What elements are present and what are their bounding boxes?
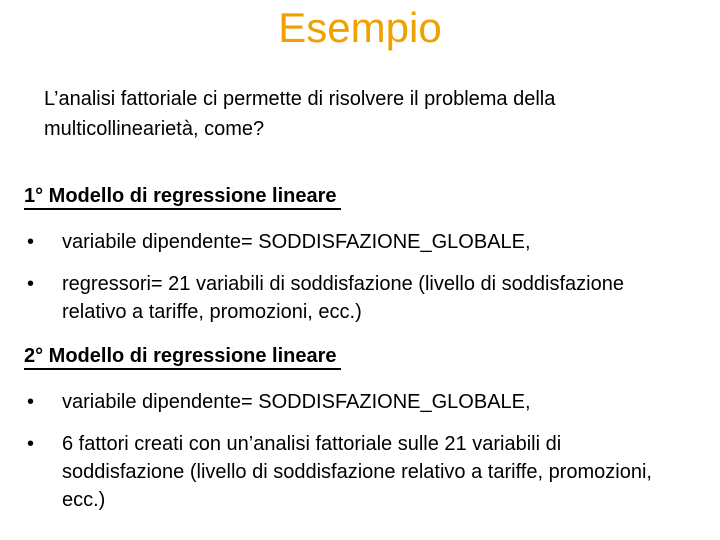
bullet-icon: • xyxy=(27,273,35,295)
bullet-item xyxy=(0,388,720,416)
bullet-text: 6 fattori creati con un’analisi fattoriale sulle 21 variabili di soddisfazione (livello di soddisfazione relativo a tariffe, promozioni, ecc.) xyxy=(62,433,652,511)
section-1-heading: 1° Modello di regressione lineare xyxy=(24,184,341,210)
section-2-heading: 2° Modello di regressione lineare xyxy=(24,344,341,370)
bullet-text: regressori= 21 variabili di soddisfazione (livello di soddisfazione relativo a tariffe, promozioni, ecc.) xyxy=(62,273,624,323)
bullet-icon: • xyxy=(27,433,35,455)
slide-title: Esempio xyxy=(278,4,442,51)
section-1-bullet-list xyxy=(0,228,720,340)
intro-text: L’analisi fattoriale ci permette di risolvere il problema della multicollinearietà, come? xyxy=(44,88,556,140)
bullet-item xyxy=(0,228,720,256)
bullet-item xyxy=(0,430,720,514)
bullet-item xyxy=(0,270,720,326)
bullet-text: variabile dipendente= SODDISFAZIONE_GLOBALE, xyxy=(62,231,531,253)
bullet-text: variabile dipendente= SODDISFAZIONE_GLOBALE, xyxy=(62,391,531,413)
section-2-bullet-list xyxy=(0,388,720,528)
bullet-icon: • xyxy=(27,391,35,413)
bullet-icon: • xyxy=(27,231,35,253)
